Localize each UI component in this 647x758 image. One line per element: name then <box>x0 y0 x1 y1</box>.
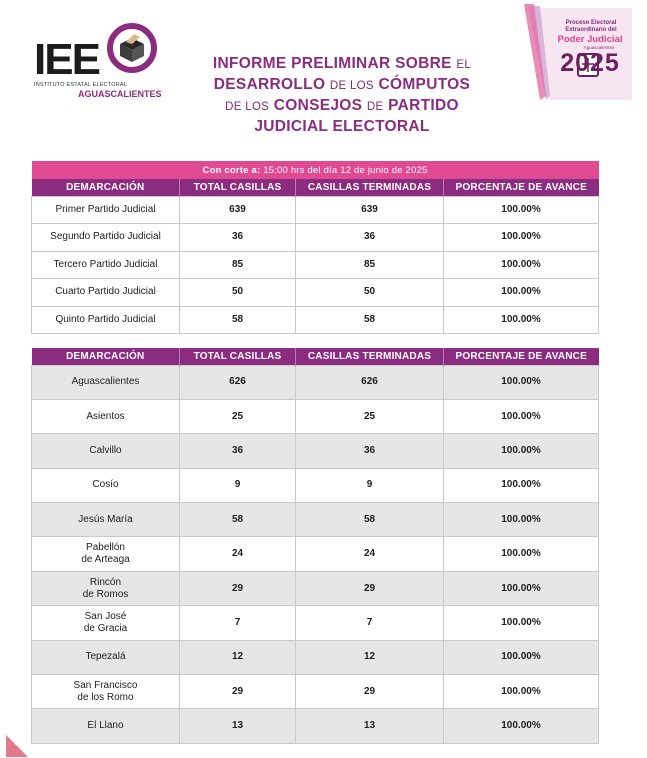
table-row <box>32 399 599 433</box>
percent-cell: 100.00% <box>444 196 599 224</box>
demarcation-cell <box>32 571 180 605</box>
done-cell: 25 <box>296 399 444 433</box>
column-header: DEMARCACIÓN <box>32 348 180 365</box>
percent-cell: 100.00% <box>444 606 599 640</box>
done-cell: 29 <box>296 675 444 709</box>
percent-cell: 100.00% <box>444 468 599 502</box>
cutoff-row <box>32 161 599 179</box>
corner-decoration <box>6 735 28 757</box>
percent-cell: 100.00% <box>444 640 599 674</box>
column-header: CASILLAS TERMINADAS <box>296 179 444 196</box>
table-header-row <box>32 348 599 365</box>
demarcation-text: San Francisco de los Romo <box>73 679 138 703</box>
table-row <box>32 503 599 537</box>
title-part: DE LOS <box>225 101 270 113</box>
done-cell: 50 <box>296 279 444 307</box>
column-header: PORCENTAJE DE AVANCE <box>444 179 599 196</box>
title-part: DE <box>366 101 384 113</box>
total-cell: 626 <box>180 365 296 399</box>
table-row <box>32 306 599 334</box>
done-cell: 639 <box>296 196 444 224</box>
done-cell: 626 <box>296 365 444 399</box>
demarcation-cell <box>32 606 180 640</box>
total-cell: 50 <box>180 279 296 307</box>
demarcation-cell: El Llano <box>32 709 180 743</box>
column-header: CASILLAS TERMINADAS <box>296 348 444 365</box>
done-cell: 85 <box>296 251 444 279</box>
logo-letters: IEE <box>34 35 99 84</box>
title-part: PARTIDO <box>388 97 459 114</box>
total-cell: 36 <box>180 434 296 468</box>
title-part: DESARROLLO <box>213 76 326 93</box>
percent-cell: 100.00% <box>444 675 599 709</box>
cutoff-label: Con corte a: <box>202 164 261 176</box>
table-row <box>32 675 599 709</box>
table-row <box>32 571 599 605</box>
judicial-districts-table <box>31 161 599 334</box>
percent-cell: 100.00% <box>444 399 599 433</box>
total-cell: 24 <box>180 537 296 571</box>
total-cell: 85 <box>180 251 296 279</box>
percent-cell: 100.00% <box>444 365 599 399</box>
column-header: PORCENTAJE DE AVANCE <box>444 348 599 365</box>
percent-cell: 100.00% <box>444 306 599 334</box>
done-cell: 58 <box>296 503 444 537</box>
demarcation-cell: Asientos <box>32 399 180 433</box>
demarcation-cell: Calvillo <box>32 434 180 468</box>
title-part: DE LOS <box>329 80 374 92</box>
cutoff-cell <box>32 161 599 179</box>
title-part: CÓMPUTOS <box>378 76 471 93</box>
table-row <box>32 640 599 674</box>
percent-cell: 100.00% <box>444 224 599 252</box>
done-cell: 9 <box>296 468 444 502</box>
demarcation-text: Pabellón de Arteaga <box>81 542 130 566</box>
demarcation-cell: Cosío <box>32 468 180 502</box>
table-header-row <box>32 179 599 196</box>
badge-line-3: Poder Judicial <box>557 34 623 45</box>
title-part: INFORME PRELIMINAR SOBRE <box>212 55 452 72</box>
done-cell: 36 <box>296 224 444 252</box>
badge-line-1: Proceso Electoral <box>565 20 617 26</box>
demarcation-cell: Primer Partido Judicial <box>32 196 180 224</box>
demarcation-cell <box>32 675 180 709</box>
iee-logo <box>34 20 164 100</box>
done-cell: 58 <box>296 306 444 334</box>
title-part: CONSEJOS <box>273 97 363 114</box>
cutoff-text: 15:00 hrs del día 12 de junio de 2025 <box>263 164 428 176</box>
total-cell: 58 <box>180 306 296 334</box>
demarcation-cell: Tercero Partido Judicial <box>32 251 180 279</box>
total-cell: 58 <box>180 503 296 537</box>
ballot-box-icon <box>106 22 158 74</box>
demarcation-cell: Quinto Partido Judicial <box>32 306 180 334</box>
total-cell: 13 <box>180 709 296 743</box>
done-cell: 36 <box>296 434 444 468</box>
demarcation-cell: Aguascalientes <box>32 365 180 399</box>
done-cell: 7 <box>296 606 444 640</box>
done-cell: 24 <box>296 537 444 571</box>
demarcation-cell: Jesús María <box>32 503 180 537</box>
table-row <box>32 196 599 224</box>
badge-line-4: Aguascalientes <box>583 45 615 50</box>
total-cell: 36 <box>180 224 296 252</box>
percent-cell: 100.00% <box>444 571 599 605</box>
percent-cell: 100.00% <box>444 251 599 279</box>
total-cell: 7 <box>180 606 296 640</box>
percent-cell: 100.00% <box>444 434 599 468</box>
total-cell: 9 <box>180 468 296 502</box>
table-row <box>32 709 599 743</box>
table-row <box>32 251 599 279</box>
total-cell: 29 <box>180 675 296 709</box>
demarcation-cell: Cuarto Partido Judicial <box>32 279 180 307</box>
badge-year: 2025 <box>560 49 620 77</box>
demarcation-text: San José de Gracia <box>83 610 128 634</box>
percent-cell: 100.00% <box>444 503 599 537</box>
total-cell: 25 <box>180 399 296 433</box>
title-part: JUDICIAL ELECTORAL <box>254 118 430 135</box>
table-row <box>32 537 599 571</box>
demarcation-cell: Tepezalá <box>32 640 180 674</box>
done-cell: 12 <box>296 640 444 674</box>
table-row <box>32 468 599 502</box>
table-row <box>32 365 599 399</box>
percent-cell: 100.00% <box>444 537 599 571</box>
municipalities-table <box>31 348 599 744</box>
title-part: EL <box>456 59 472 71</box>
total-cell: 12 <box>180 640 296 674</box>
done-cell: 29 <box>296 571 444 605</box>
total-cell: 29 <box>180 571 296 605</box>
column-header: TOTAL CASILLAS <box>180 348 296 365</box>
column-header: DEMARCACIÓN <box>32 179 180 196</box>
column-header: TOTAL CASILLAS <box>180 179 296 196</box>
total-cell: 639 <box>180 196 296 224</box>
table-row <box>32 434 599 468</box>
percent-cell: 100.00% <box>444 279 599 307</box>
page-title <box>186 54 498 136</box>
election-badge <box>520 4 632 104</box>
logo-state: AGUASCALIENTES <box>78 89 162 99</box>
demarcation-text: Rincón de Romos <box>82 576 129 600</box>
badge-line-2: Extraordinario del <box>565 27 617 33</box>
table-row <box>32 606 599 640</box>
done-cell: 13 <box>296 709 444 743</box>
logo-subtitle: INSTITUTO ESTATAL ELECTORAL <box>34 82 128 88</box>
demarcation-cell: Segundo Partido Judicial <box>32 224 180 252</box>
demarcation-cell <box>32 537 180 571</box>
table-row <box>32 279 599 307</box>
table-row <box>32 224 599 252</box>
percent-cell: 100.00% <box>444 709 599 743</box>
